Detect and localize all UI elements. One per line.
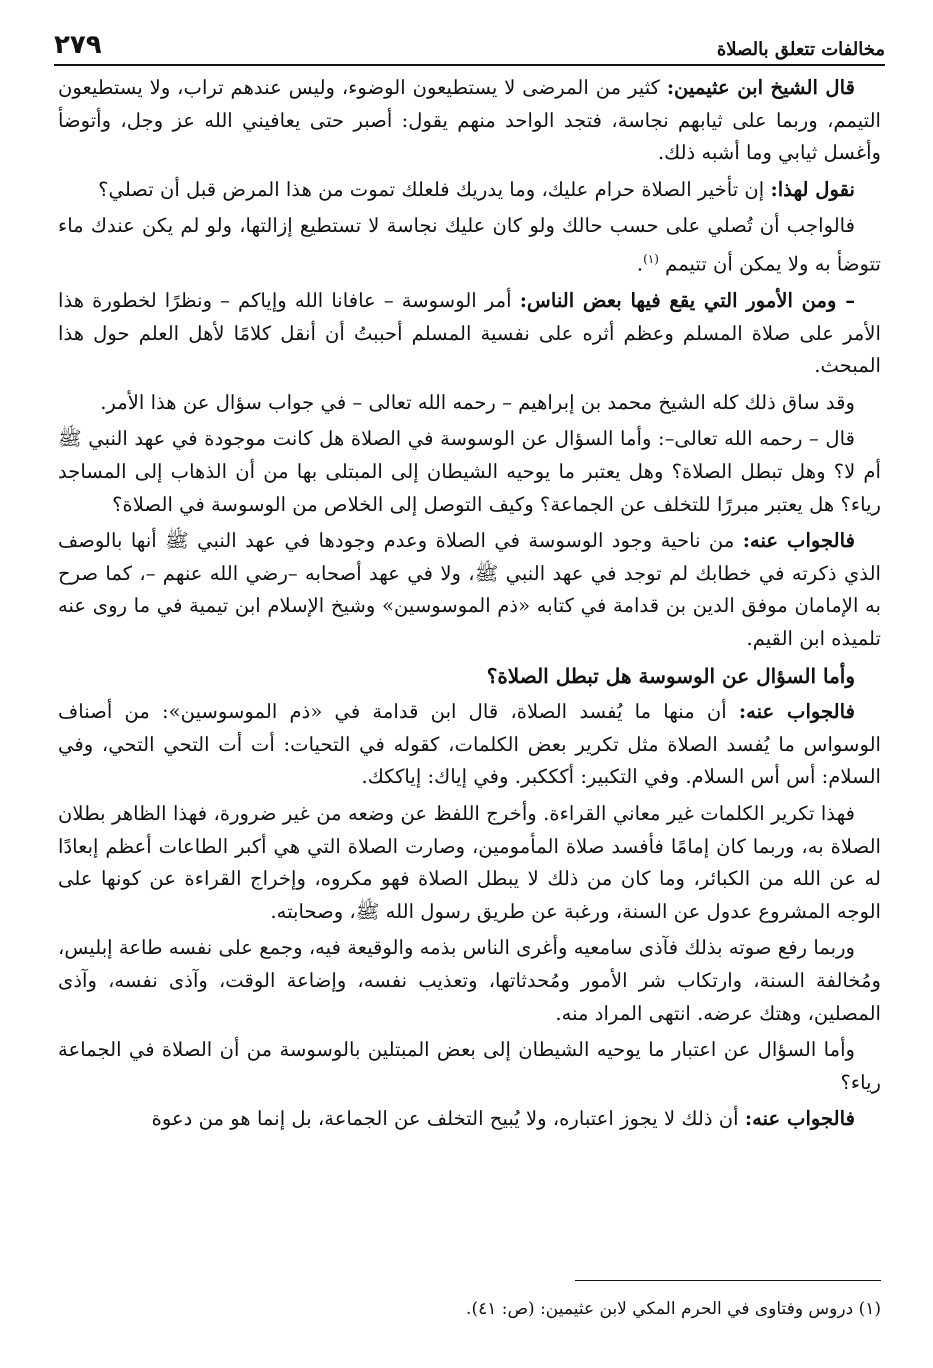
paragraph-9 (58, 798, 881, 928)
paragraph-2 (58, 174, 881, 207)
paragraph-lead: – ومن الأمور التي يقع فيها بعض الناس: (519, 289, 855, 313)
section-heading (58, 660, 881, 693)
paragraph-6 (58, 423, 881, 521)
page-number: ٢٧٩ (54, 30, 102, 60)
paragraph-tail: . (636, 252, 644, 276)
paragraph-12 (58, 1103, 881, 1136)
running-title: مخالفات تتعلق بالصلاة (716, 39, 885, 60)
paragraph-text: وقد ساق ذلك كله الشيخ محمد بن إبراهيم – رحمه الله تعالى – في جواب سؤال عن هذا الأمر. (100, 390, 855, 414)
paragraph-4 (58, 285, 881, 383)
page-header (54, 28, 885, 66)
paragraph-lead: فالجواب عنه: (744, 1107, 855, 1131)
paragraph-1 (58, 72, 881, 170)
heading-text: وأما السؤال عن الوسوسة هل تبطل الصلاة؟ (486, 663, 855, 688)
paragraph-text: من ناحية وجود الوسوسة في الصلاة وعدم وجودها في عهد النبي ﷺ أنها بالوصف الذي ذكرته في خطابك لم توجد في عهد النبي ﷺ، ولا في عهد أصحابه –رضي الله عنهم –، كما صرح به الإمامان موفق الدين بن قدامة في كتابه «ذم الموسوسين» وشيخ الإسلام ابن تيمية في ما روى عنه تلميذه ابن القيم. (58, 529, 881, 651)
paragraph-10 (58, 932, 881, 1030)
paragraph-text: قال – رحمه الله تعالى–: وأما السؤال عن الوسوسة في الصلاة هل كانت موجودة في عهد النبي ﷺ أم لا؟ وهل تبطل الصلاة؟ وهل يعتبر ما يوحيه الشيطان إلى المبتلى بها من أن الذهاب إلى المساجد رياء؟ هل يعتبر مبررًا للتخلف عن الجماعة؟ وكيف التوصل إلى الخلاص من الوسوسة في الصلاة؟ (58, 427, 881, 516)
body-text (58, 72, 881, 1136)
paragraph-8 (58, 696, 881, 794)
paragraph-text: أن منها ما يُفسد الصلاة، قال ابن قدامة في «ذم الموسوسين»: من أصناف الوسواس ما يُفسد الصلاة مثل تكرير بعض الكلمات، كقوله في التحيات: أت أت التحي التحي، وفي السلام: أس أس السلام. وفي التكبير: أككك‍بر. وفي إياك: إياككك. (58, 700, 881, 789)
paragraph-11 (58, 1034, 881, 1099)
paragraph-text: فهذا تكرير الكلمات غير معاني القراءة. وأخرج اللفظ عن وضعه من غير ضرورة، فهذا الظاهر بطلان الصلاة به، وربما كان إمامًا فأفسد صلاة المأمومين، وصارت الصلاة التي هي أكبر الطاعات أعظم إبعادًا له عن الله من الكبائر، وما كان من ذلك لا يبطل الصلاة فهو مكروه، وإخراج القراءة عن كونها على الوجه المشروع عدول عن السنة، ورغبة عن طريق رسول الله ﷺ، وصحابته. (58, 802, 881, 923)
paragraph-lead: فالجواب عنه: (742, 529, 855, 553)
paragraph-text: وربما رفع صوته بذلك فآذى سامعيه وأغرى الناس بذمه والوقيعة فيه، وجمع على نفسه طاعة إبليس، ومُخالفة السنة، وارتكاب شر الأمور ومُحدثاتها، وتعذيب نفسه، وإضاعة الوقت، وآذى نفسه، وآذى المصلين، وهتك عرضه. انتهى المراد منه. (58, 936, 881, 1025)
footnote: (١) دروس وفتاوى في الحرم المكي لابن عثيمين: (ص: ٤١). (466, 1299, 881, 1319)
paragraph-lead: نقول لهذا: (770, 177, 855, 201)
paragraph-text: أن ذلك لا يجوز اعتباره، ولا يُبيح التخلف عن الجماعة، بل إنما هو من دعوة (151, 1107, 745, 1131)
paragraph-lead: فالجواب عنه: (738, 700, 855, 724)
paragraph-text: إن تأخير الصلاة حرام عليك، وما يدريك فلعلك تموت من هذا المرض قبل أن تصلي؟ (98, 177, 771, 201)
paragraph-3 (58, 210, 881, 281)
paragraph-text: فالواجب أن تُصلي على حسب حالك ولو كان عليك نجاسة لا تستطيع إزالتها، ولو لم يكن عندك ماء تتوضأ به ولا يمكن أن تتيمم (58, 214, 881, 276)
footnote-divider (575, 1280, 881, 1281)
paragraph-text: كثير من المرضى لا يستطيعون الوضوء، وليس عندهم تراب، ولا يستطيعون التيمم، وربما على ثيابهم نجاسة، فتجد الواحد منهم يقول: أصبر حتى يعافيني الله عز وجل، وأتوضأ وأغسل ثيابي وما أشبه ذلك. (58, 76, 881, 165)
paragraph-lead: قال الشيخ ابن عثيمين: (666, 76, 855, 99)
paragraph-7 (58, 525, 881, 655)
paragraph-text: وأما السؤال عن اعتبار ما يوحيه الشيطان إلى بعض المبتلين بالوسوسة من أن الصلاة في الجماعة رياء؟ (58, 1038, 881, 1094)
footnote-reference[interactable]: (١) (643, 251, 659, 266)
paragraph-5 (58, 387, 881, 420)
paragraph-text: أمر الوسوسة – عافانا الله وإياكم – ونظرًا لخطورة هذا الأمر على صلاة المسلم وعظم أثره على نفسية المسلم أحببتُ أن أنقل كلامًا لأهل العلم حول هذا المبحث. (58, 289, 881, 378)
